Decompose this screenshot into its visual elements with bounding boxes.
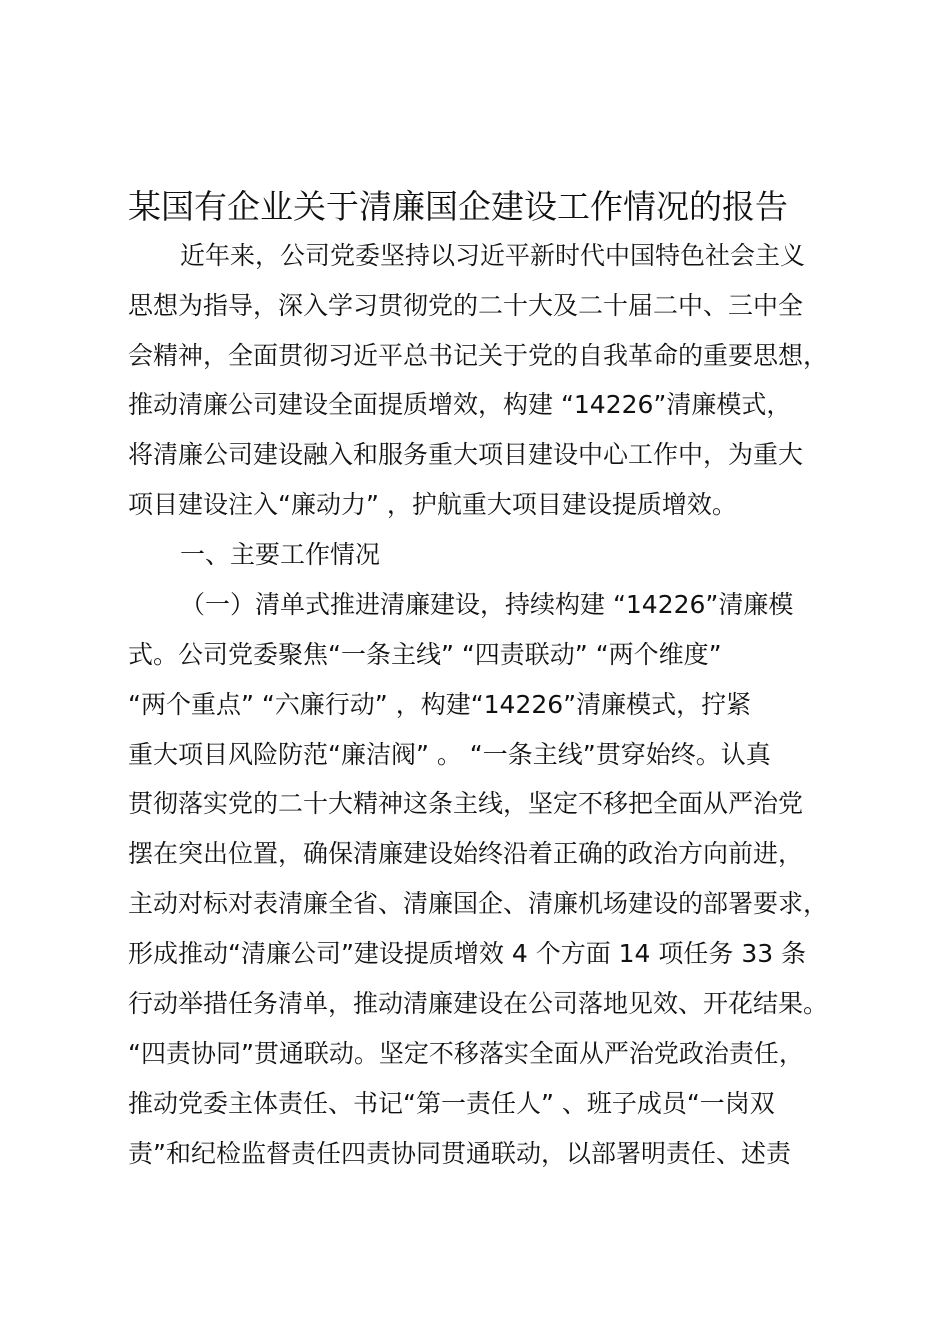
paragraph-line: 思想为指导，深入学习贯彻党的二十大及二十届二中、三中全 [128,291,804,320]
paragraph-line: 会精神，全面贯彻习近平总书记关于党的自我革命的重要思想， [128,341,829,370]
paragraph-line: “两个重点” “六廉行动” ，构建“14226”清廉模式，拧紧 [128,690,752,719]
paragraph-line: 责”和纪检监督责任四责协同贯通联动，以部署明责任、述责 [128,1139,791,1168]
paragraph-line: 摆在突出位置，确保清廉建设始终沿着正确的政治方向前进， [128,839,804,868]
paragraph-line: 形成推动“清廉公司”建设提质增效 4 个方面 14 项任务 33 条 [128,939,807,968]
document-title: 某国有企业关于清廉国企建设工作情况的报告 [128,187,788,226]
paragraph-line: 贯彻落实党的二十大精神这条主线，坚定不移把全面从严治党 [128,789,804,818]
section-heading: 一、主要工作情况 [180,540,381,569]
paragraph-line: 行动举措任务清单，推动清廉建设在公司落地见效、开花结果。 [128,989,829,1018]
paragraph-line: （一）清单式推进清廉建设，持续构建 “14226”清廉模 [180,590,794,619]
paragraph-line: “四责协同”贯通联动。坚定不移落实全面从严治党政治责任， [128,1039,804,1068]
paragraph-line: 重大项目风险防范“廉洁阀” 。 “一条主线”贯穿始终。认真 [128,740,771,769]
paragraph-line: 近年来，公司党委坚持以习近平新时代中国特色社会主义 [180,241,806,270]
paragraph-line: 项目建设注入“廉动力” ，护航重大项目建设提质增效。 [128,490,737,519]
paragraph-line: 式。公司党委聚焦“一条主线” “四责联动” “两个维度” [128,640,722,669]
paragraph-line: 推动党委主体责任、书记“第一责任人” 、班子成员“一岗双 [128,1089,775,1118]
paragraph-line: 主动对标对表清廉全省、清廉国企、清廉机场建设的部署要求， [128,889,829,918]
paragraph-line: 将清廉公司建设融入和服务重大项目建设中心工作中，为重大 [128,440,804,469]
paragraph-line: 推动清廉公司建设全面提质增效，构建 “14226”清廉模式， [128,390,792,419]
